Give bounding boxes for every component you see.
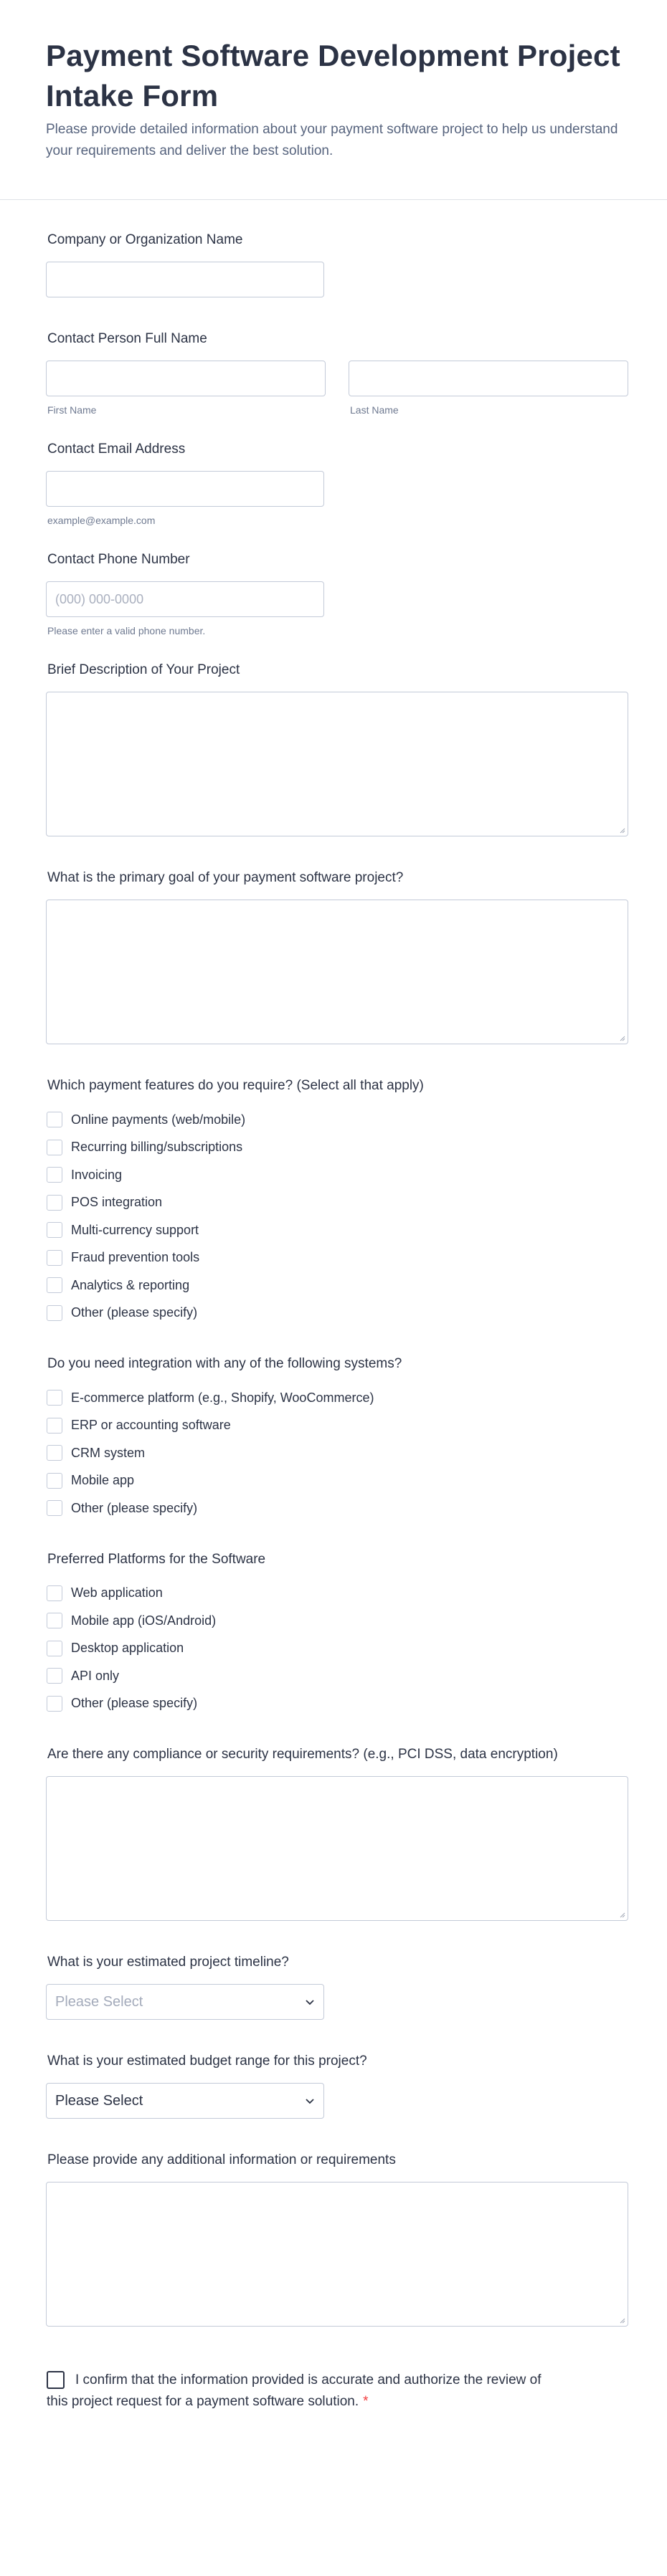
checkbox-label: API only (71, 1668, 120, 1683)
checkbox-label: E-commerce platform (e.g., Shopify, WooCommerce) (71, 1390, 374, 1405)
checkbox-label: Recurring billing/subscriptions (71, 1140, 243, 1155)
last-name-col (349, 361, 628, 416)
page-title: Payment Software Development Project Intake Form (46, 39, 620, 113)
checkbox[interactable] (47, 1167, 62, 1183)
checkbox-label: Other (please specify) (71, 1696, 198, 1711)
additional-textarea[interactable] (46, 2182, 628, 2327)
checkbox[interactable] (47, 1445, 62, 1461)
contact-name-label: Contact Person Full Name (47, 331, 207, 346)
budget-select[interactable] (46, 2083, 324, 2119)
primary-goal-label: What is the primary goal of your payment software project? (47, 870, 404, 885)
checkbox-label: CRM system (71, 1445, 145, 1460)
checkbox-option[interactable] (46, 1161, 621, 1189)
additional-field (46, 2152, 621, 2327)
checkbox[interactable] (47, 1473, 62, 1489)
first-name-col (46, 361, 326, 416)
company-field (46, 232, 621, 297)
checkbox[interactable] (47, 1500, 62, 1516)
checkbox-option[interactable] (46, 1662, 621, 1690)
budget-label: What is your estimated budget range for this project? (47, 2053, 367, 2069)
integrations-field (46, 1355, 621, 1522)
phone-input[interactable] (46, 581, 324, 617)
checkbox-option[interactable] (46, 1439, 621, 1467)
features-field (46, 1077, 621, 1327)
checkbox-option[interactable] (46, 1494, 621, 1522)
email-input[interactable] (46, 471, 324, 507)
checkbox-option[interactable] (46, 1607, 621, 1635)
checkbox-option[interactable] (46, 1580, 621, 1608)
checkbox-label: Mobile app (iOS/Android) (71, 1613, 217, 1628)
checkbox[interactable] (47, 1613, 62, 1628)
confirmation-text: I confirm that the information provided is accurate and authorize the review of this project request for a payment software solution. (47, 2372, 541, 2409)
primary-goal-textarea[interactable] (46, 900, 628, 1044)
chevron-down-icon (305, 1998, 315, 2005)
checkbox[interactable] (47, 1305, 62, 1321)
timeline-label: What is your estimated project timeline? (47, 1955, 289, 1970)
checkbox-option[interactable] (46, 1690, 621, 1718)
chevron-down-icon (305, 2097, 315, 2104)
checkbox-option[interactable] (46, 1106, 621, 1134)
confirmation-label (47, 2370, 549, 2413)
checkbox-label: Mobile app (71, 1473, 135, 1488)
first-name-sublabel: First Name (47, 404, 97, 416)
checkbox-label: Web application (71, 1585, 163, 1601)
checkbox[interactable] (47, 1112, 62, 1127)
checkbox[interactable] (47, 1641, 62, 1656)
required-asterisk: * (363, 2394, 369, 2409)
form-header (0, 0, 667, 200)
page-subtitle: Please provide detailed information about your payment software project to help us understand your requirements and deliver the best solution. (46, 122, 618, 158)
email-sublabel: example@example.com (47, 515, 156, 526)
confirmation-field (46, 2370, 621, 2413)
budget-selected-value: Please Select (55, 2092, 143, 2109)
checkbox[interactable] (47, 1222, 62, 1238)
checkbox-label: POS integration (71, 1195, 163, 1210)
intake-form (0, 200, 667, 2413)
description-textarea[interactable] (46, 692, 628, 836)
checkbox-option[interactable] (46, 1189, 621, 1217)
timeline-select[interactable] (46, 1984, 324, 2020)
checkbox-option[interactable] (46, 1384, 621, 1412)
additional-label: Please provide any additional information or requirements (47, 2152, 396, 2167)
compliance-label: Are there any compliance or security requirements? (e.g., PCI DSS, data encryption) (47, 1747, 558, 1762)
checkbox[interactable] (47, 1250, 62, 1266)
checkbox-label: Online payments (web/mobile) (71, 1112, 246, 1127)
checkbox[interactable] (47, 1668, 62, 1684)
checkbox[interactable] (47, 1390, 62, 1406)
phone-label: Contact Phone Number (47, 552, 190, 567)
platforms-label: Preferred Platforms for the Software (47, 1551, 266, 1567)
checkbox-option[interactable] (46, 1412, 621, 1440)
name-row (46, 361, 621, 416)
timeline-field (46, 1954, 621, 2020)
checkbox-option[interactable] (46, 1272, 621, 1299)
compliance-field (46, 1746, 621, 1921)
compliance-textarea[interactable] (46, 1776, 628, 1921)
checkbox-label: Invoicing (71, 1167, 123, 1182)
checkbox[interactable] (47, 1585, 62, 1601)
checkbox-option[interactable] (46, 1244, 621, 1272)
resize-grip-icon[interactable] (619, 1912, 625, 1918)
features-label: Which payment features do you require? (Select all that apply) (47, 1078, 424, 1093)
email-field (46, 441, 621, 527)
resize-grip-icon[interactable] (619, 827, 625, 834)
integrations-label: Do you need integration with any of the following systems? (47, 1356, 402, 1371)
checkbox[interactable] (47, 1140, 62, 1155)
first-name-input[interactable] (46, 361, 326, 396)
contact-name-field (46, 330, 621, 416)
description-label: Brief Description of Your Project (47, 662, 240, 677)
checkbox[interactable] (47, 1195, 62, 1211)
checkbox-label: Analytics & reporting (71, 1277, 190, 1292)
platforms-field (46, 1551, 621, 1718)
phone-field (46, 551, 621, 637)
checkbox-label: Multi-currency support (71, 1222, 199, 1237)
checkbox-label: Desktop application (71, 1641, 184, 1656)
resize-grip-icon[interactable] (619, 2317, 625, 2324)
resize-grip-icon[interactable] (619, 1035, 625, 1041)
last-name-input[interactable] (349, 361, 628, 396)
checkbox-label: Other (please specify) (71, 1500, 198, 1515)
checkbox-option[interactable] (46, 1134, 621, 1162)
company-input[interactable] (46, 262, 324, 297)
phone-sublabel: Please enter a valid phone number. (47, 625, 206, 636)
checkbox-label: ERP or accounting software (71, 1418, 231, 1433)
last-name-sublabel: Last Name (350, 404, 399, 416)
checkbox[interactable] (47, 1277, 62, 1293)
checkbox-option[interactable] (46, 1635, 621, 1663)
checkbox[interactable] (47, 1696, 62, 1712)
checkbox-label: Fraud prevention tools (71, 1250, 200, 1265)
checkbox-option[interactable] (46, 1216, 621, 1244)
checkbox-option[interactable] (46, 1299, 621, 1327)
timeline-selected-value: Please Select (55, 1993, 143, 2010)
description-field (46, 662, 621, 836)
primary-goal-field (46, 869, 621, 1044)
company-label: Company or Organization Name (47, 232, 243, 247)
checkbox[interactable] (47, 1418, 62, 1434)
budget-field (46, 2053, 621, 2119)
email-label: Contact Email Address (47, 442, 186, 457)
checkbox-option[interactable] (46, 1467, 621, 1495)
checkbox-label: Other (please specify) (71, 1305, 198, 1320)
